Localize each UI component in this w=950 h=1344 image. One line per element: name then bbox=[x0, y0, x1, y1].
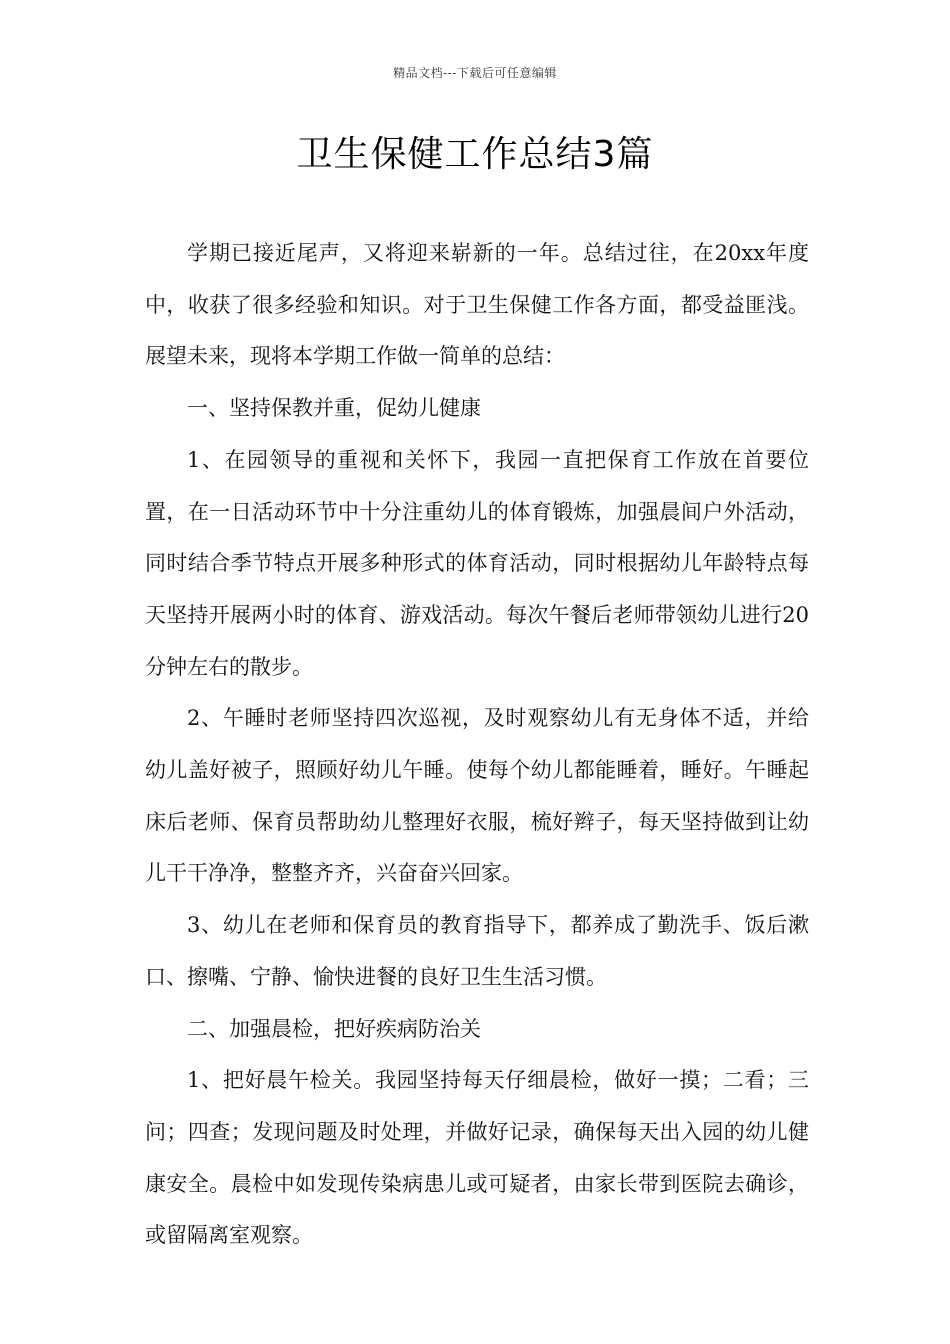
paragraph-intro: 学期已接近尾声，又将迎来崭新的一年。总结过往，在20xx年度中，收获了很多经验和知识。对于卫生保健工作各方面，都受益匪浅。展望未来，现将本学期工作做一简单的总结： bbox=[145, 241, 809, 369]
section-heading-2: 二、加强晨检，把好疾病防治关 bbox=[187, 1016, 481, 1041]
paragraph-1-2: 2、午睡时老师坚持四次巡视，及时观察幼儿有无身体不适，并给幼儿盖好被子，照顾好幼儿午睡。使每个幼儿都能睡着，睡好。午睡起床后老师、保育员帮助幼儿整理好衣服，梳好辫子，每天坚持做到让幼儿干干净净，整整齐齐，兴奋奋兴回家。 bbox=[145, 706, 809, 886]
paragraph-2-1: 1、把好晨午检关。我园坚持每天仔细晨检，做好一摸；二看；三问；四查；发现问题及时处理，并做好记录，确保每天出入园的幼儿健康安全。晨检中如发现传染病患儿或可疑者，由家长带到医院去确诊，或留隔离室观察。 bbox=[145, 1068, 809, 1248]
document-title: 卫生保健工作总结3篇 bbox=[296, 134, 654, 175]
section-heading-1: 一、坚持保教并重，促幼儿健康 bbox=[187, 396, 481, 421]
paragraph-1-3: 3、幼儿在老师和保育员的教育指导下，都养成了勤洗手、饭后漱口、擦嘴、宁静、愉快进餐的良好卫生生活习惯。 bbox=[145, 913, 809, 989]
document-body bbox=[145, 228, 809, 1262]
header-note: 精品文档---下载后可任意编辑 bbox=[393, 66, 557, 80]
paragraph-1-1: 1、在园领导的重视和关怀下，我园一直把保育工作放在首要位置，在一日活动环节中十分注重幼儿的体育锻炼，加强晨间户外活动，同时结合季节特点开展多种形式的体育活动，同时根据幼儿年龄特点每天坚持开展两小时的体育、游戏活动。每次午餐后老师带领幼儿进行20分钟左右的散步。 bbox=[145, 447, 809, 679]
